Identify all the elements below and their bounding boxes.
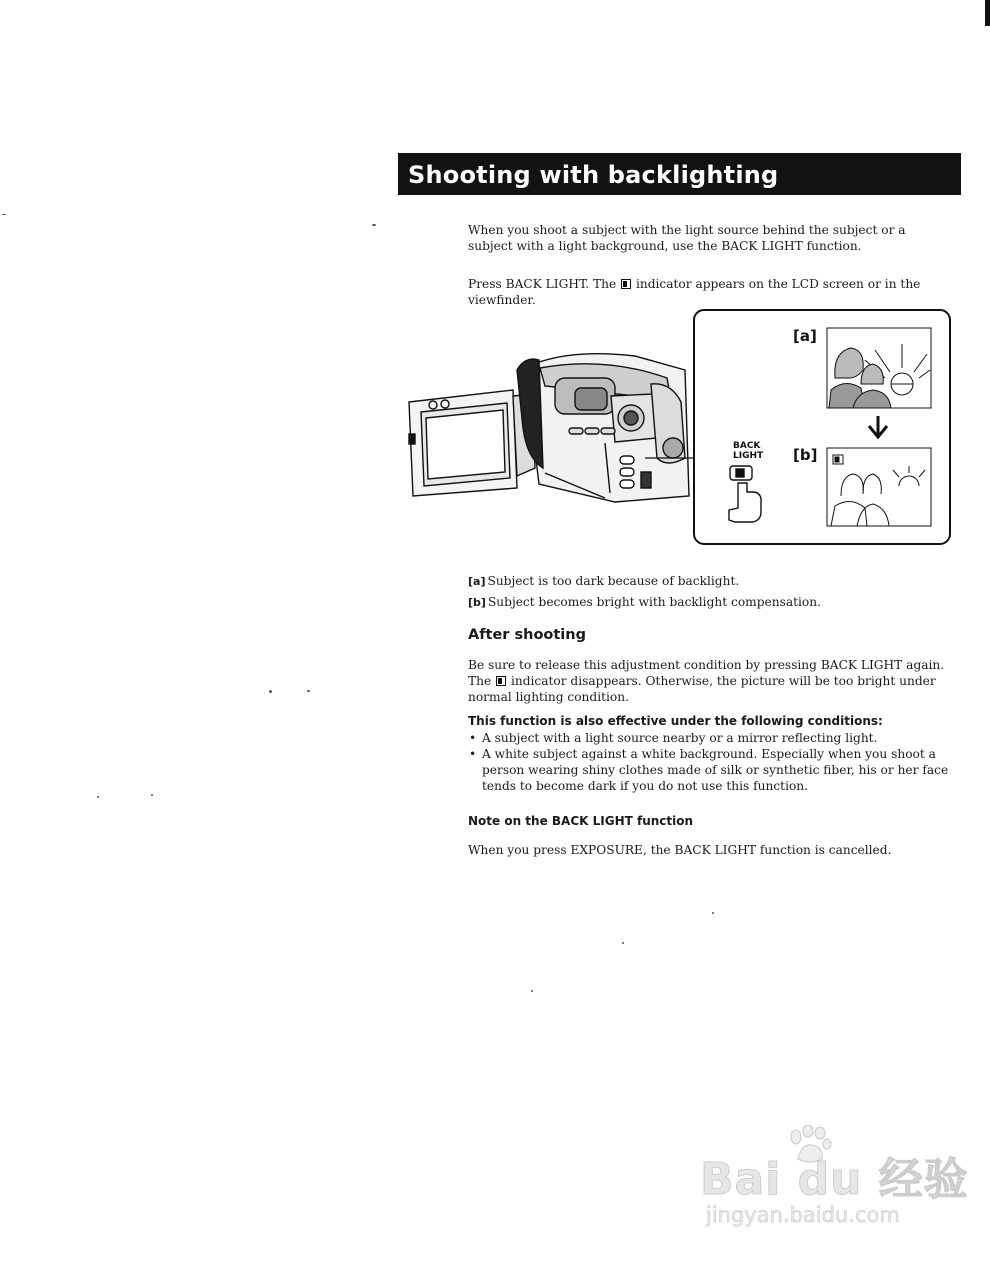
camcorder-figure bbox=[405, 308, 955, 548]
caption-b-key: [b] bbox=[468, 596, 486, 609]
camcorder-illustration bbox=[409, 354, 689, 502]
caption-a-key: [a] bbox=[468, 575, 486, 588]
note-paragraph: When you press EXPOSURE, the BACK LIGHT function is cancelled. bbox=[468, 843, 892, 858]
button-label-line1: BACK bbox=[733, 441, 761, 451]
button-label-line2: LIGHT bbox=[733, 451, 764, 461]
after-shooting-paragraph bbox=[468, 657, 953, 705]
frame-a bbox=[827, 328, 931, 408]
label-b: [b] bbox=[793, 446, 818, 464]
after-text-after: indicator disappears. Otherwise, the picture will be too bright under normal lighting condition. bbox=[468, 674, 936, 705]
after-text-before: Be sure to release this adjustment condition by pressing BACK LIGHT again. The bbox=[468, 658, 945, 689]
caption-b-text: Subject becomes bright with backlight compensation. bbox=[487, 595, 821, 609]
conditions-list bbox=[468, 730, 953, 794]
after-shooting-heading: After shooting bbox=[468, 627, 586, 643]
conditions-heading: This function is also effective under the following conditions: bbox=[468, 714, 883, 728]
title-bar bbox=[398, 153, 961, 195]
press-text-after: indicator appears on the LCD screen or in the viewfinder. bbox=[468, 277, 921, 308]
caption-a-text: Subject is too dark because of backlight. bbox=[487, 574, 740, 588]
page-edge-mark bbox=[985, 0, 990, 26]
press-text-before: Press BACK LIGHT. The bbox=[468, 277, 617, 292]
press-instruction bbox=[468, 276, 953, 308]
backlight-indicator-icon bbox=[621, 279, 631, 289]
list-item: • A subject with a light source nearby or a mirror reflecting light. bbox=[468, 730, 953, 746]
caption-b bbox=[468, 592, 953, 613]
caption-a bbox=[468, 571, 953, 592]
backlight-indicator-icon bbox=[496, 676, 506, 686]
watermark-brand: Bai du 经验 bbox=[700, 1154, 969, 1205]
intro-paragraph: When you shoot a subject with the light source behind the subject or a subject with a light background, use the BACK LIGHT function. bbox=[468, 223, 906, 254]
baidu-watermark bbox=[700, 1125, 969, 1245]
frame-b bbox=[827, 448, 931, 526]
figure-captions bbox=[468, 571, 953, 613]
note-heading: Note on the BACK LIGHT function bbox=[468, 814, 694, 828]
page-title: Shooting with backlighting bbox=[408, 161, 779, 189]
watermark-url: jingyan.baidu.com bbox=[706, 1203, 900, 1227]
list-item: • A white subject against a white background. Especially when you shoot a person wearing shiny clothes made of silk or synthetic fiber, his or her face tends to become dark if you do not use this function. bbox=[468, 746, 953, 794]
label-a: [a] bbox=[793, 327, 817, 345]
